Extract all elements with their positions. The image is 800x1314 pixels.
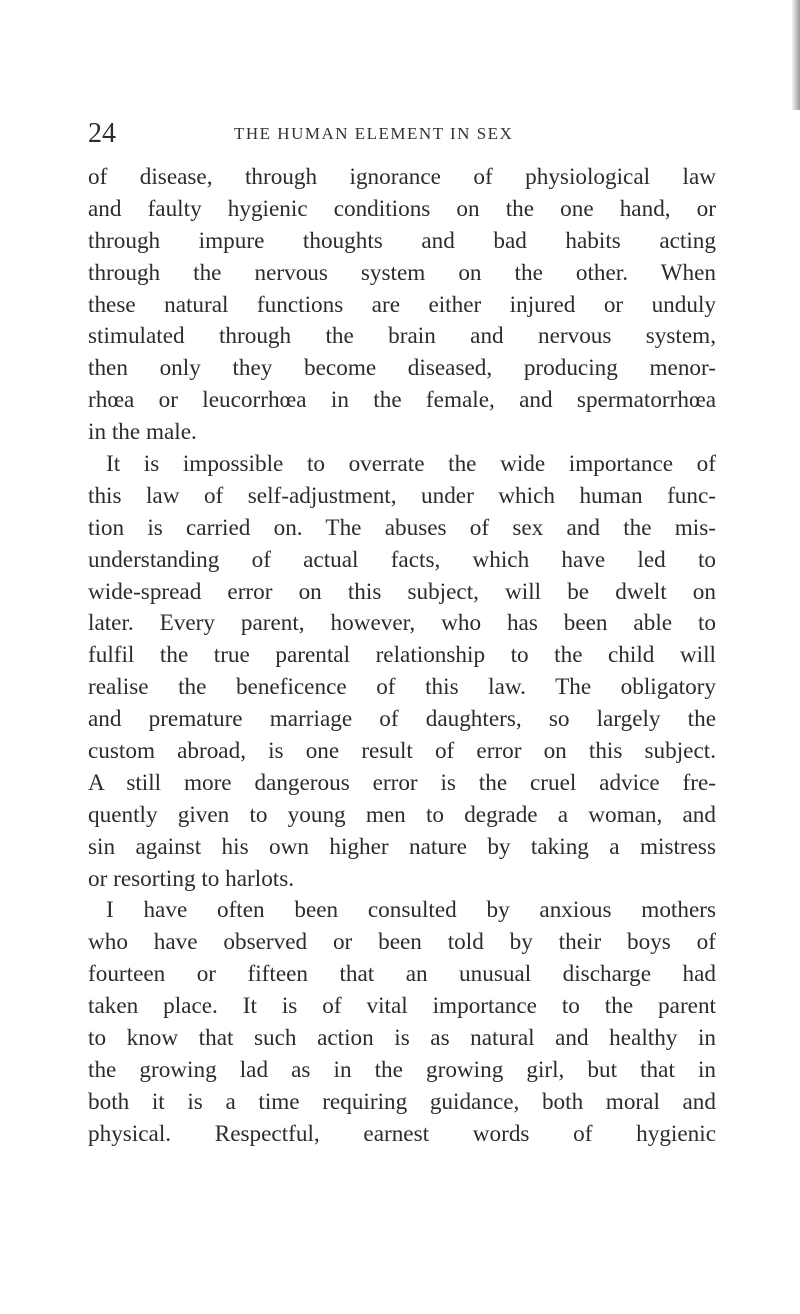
text-line: quently given to young men to degrade a woman, and	[88, 801, 716, 828]
text-line: A still more dangerous error is the cruel advice fre-	[88, 769, 716, 796]
text-line: tion is carried on. The abuses of sex and the mis-	[88, 514, 716, 541]
paragraph-start-line: I have often been consulted by anxious mothers	[106, 897, 716, 924]
page-number: 24	[88, 118, 116, 149]
text-line: fourteen or fifteen that an unusual discharge had	[88, 961, 716, 988]
text-line: understanding of actual facts, which have led to	[88, 546, 716, 573]
text-line: and premature marriage of daughters, so largely the	[88, 706, 716, 733]
text-line: both it is a time requiring guidance, both moral and	[88, 1088, 716, 1115]
running-title: THE HUMAN ELEMENT IN SEX	[234, 124, 514, 143]
text-line: wide-spread error on this subject, will be dwelt on	[88, 578, 716, 605]
text-line: and faulty hygienic conditions on the one hand, or	[88, 195, 716, 222]
text-line: through the nervous system on the other. When	[88, 259, 716, 286]
text-line: to know that such action is as natural and healthy in	[88, 1025, 716, 1052]
text-line: custom abroad, is one result of error on this subject.	[88, 738, 716, 765]
text-line: taken place. It is of vital importance to the parent	[88, 993, 716, 1020]
page-header	[88, 119, 716, 149]
body-text	[88, 162, 716, 1151]
text-line: of disease, through ignorance of physiological law	[88, 164, 716, 190]
text-line: who have observed or been told by their boys of	[88, 929, 716, 956]
text-line: sin against his own higher nature by taking a mistress	[88, 833, 716, 860]
text-line: later. Every parent, however, who has been able to	[88, 610, 716, 637]
page-edge-shadow	[792, 0, 800, 110]
text-line: rhœa or leucorrhœa in the female, and spermatorrhœa	[88, 387, 716, 414]
text-line: fulfil the true parental relationship to the child will	[88, 642, 716, 669]
text-line: physical. Respectful, earnest words of hygienic	[88, 1120, 716, 1147]
text-line: realise the beneficence of this law. The obligatory	[88, 674, 716, 701]
text-line: stimulated through the brain and nervous system,	[88, 323, 716, 350]
text-line: the growing lad as in the growing girl, but that in	[88, 1056, 716, 1083]
text-line: this law of self-adjustment, under which human func-	[88, 482, 716, 509]
text-line: or resorting to harlots.	[88, 865, 295, 892]
text-line: these natural functions are either injured or unduly	[88, 291, 716, 318]
text-line: in the male.	[88, 419, 197, 446]
paragraph-start-line: It is impossible to overrate the wide importance of	[106, 451, 716, 478]
text-line: through impure thoughts and bad habits acting	[88, 227, 716, 254]
text-line: then only they become diseased, producing menor-	[88, 355, 716, 382]
